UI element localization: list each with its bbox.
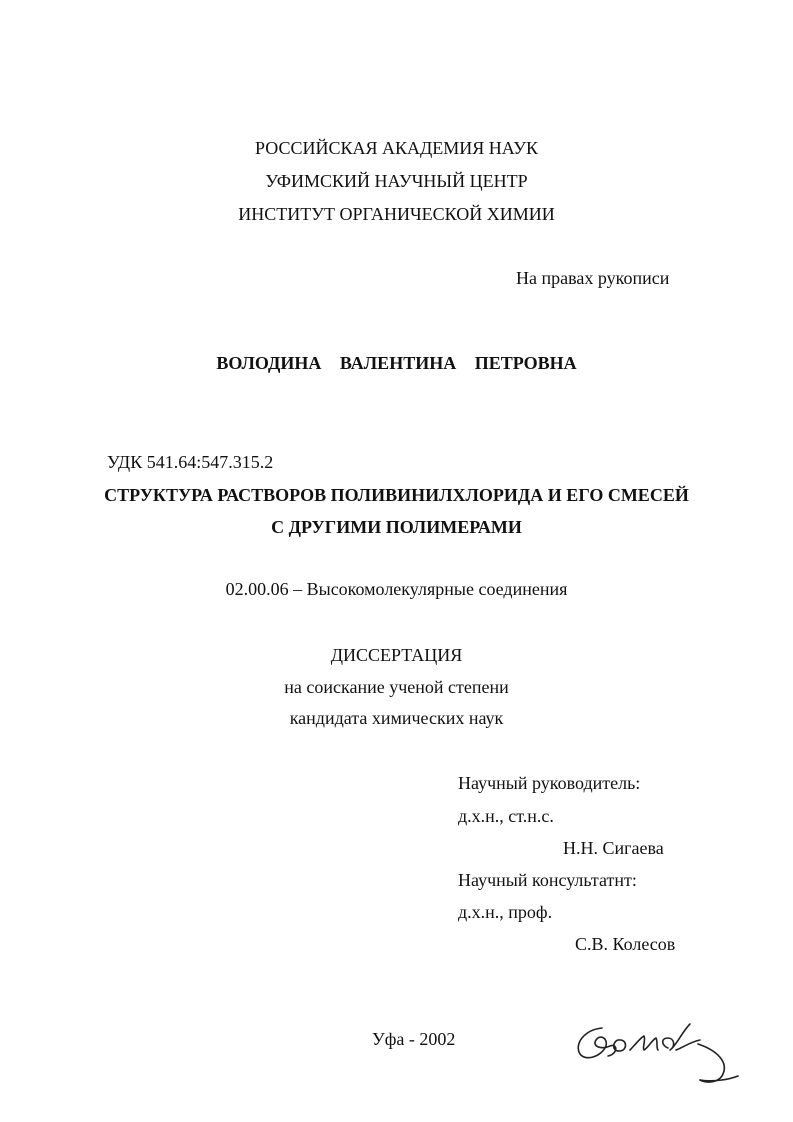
- degree-line-1: на соискание ученой степени: [284, 677, 509, 697]
- author-name: ВОЛОДИНА ВАЛЕНТИНА ПЕТРОВНА: [216, 353, 577, 373]
- consultant-credentials: д.х.н., проф.: [458, 902, 553, 922]
- title-line-2: С ДРУГИМИ ПОЛИМЕРАМИ: [271, 517, 522, 537]
- center-name: УФИМСКИЙ НАУЧНЫЙ ЦЕНТР: [265, 171, 528, 191]
- handwritten-signature: [572, 1010, 747, 1090]
- consultant-name: С.В. Колесов: [575, 934, 676, 954]
- degree-line-2: кандидата химических наук: [289, 708, 504, 728]
- manuscript-note: На правах рукописи: [516, 268, 670, 288]
- udc-code: УДК 541.64:547.315.2: [107, 452, 274, 472]
- degree-type: ДИССЕРТАЦИЯ: [330, 645, 463, 665]
- supervisor-name: Н.Н. Сигаева: [563, 838, 664, 858]
- institute-name: ИНСТИТУТ ОРГАНИЧЕСКОЙ ХИМИИ: [238, 204, 555, 224]
- place-year: Уфа - 2002: [372, 1029, 456, 1049]
- supervisor-credentials: д.х.н., ст.н.с.: [458, 806, 554, 826]
- consultant-role: Научный консультатнт:: [458, 870, 637, 890]
- specialty: 02.00.06 – Высокомолекулярные соединения: [225, 579, 568, 599]
- supervisor-role: Научный руководитель:: [458, 773, 641, 793]
- title-line-1: СТРУКТУРА РАСТВОРОВ ПОЛИВИНИЛХЛОРИДА И ЕГО СМЕСЕЙ: [104, 485, 689, 505]
- academy-name: РОССИЙСКАЯ АКАДЕМИЯ НАУК: [255, 138, 538, 158]
